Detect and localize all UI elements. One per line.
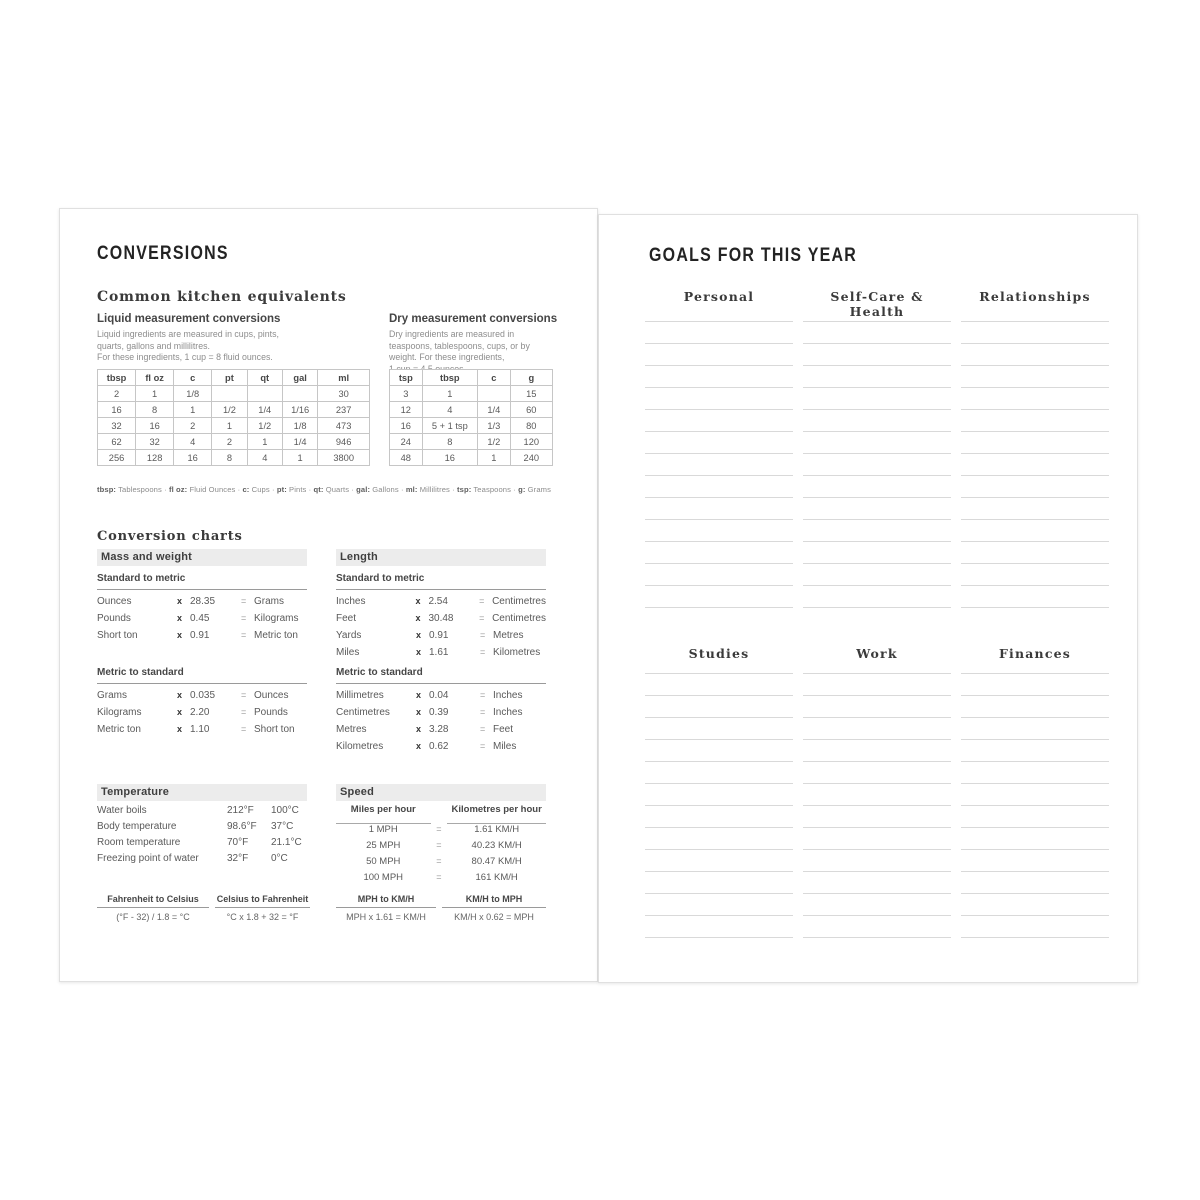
ruled-line — [645, 432, 793, 454]
measurement-table — [97, 369, 370, 466]
ruled-line — [645, 300, 793, 322]
table-cell: 60 — [510, 402, 552, 418]
celsius-to-fahrenheit: Celsius to Fahrenheit °C x 1.8 + 32 = °F — [216, 894, 309, 922]
table-cell: 1/4 — [282, 434, 317, 450]
table-header-cell: tbsp — [98, 370, 136, 386]
table-header-cell: c — [478, 370, 511, 386]
speed-formulas — [336, 894, 546, 922]
mph-to-kmh: MPH to KM/H MPH x 1.61 = KM/H — [336, 894, 436, 922]
ruled-line — [961, 740, 1109, 762]
table-row — [98, 386, 370, 402]
liquid-title: Liquid measurement conversions — [97, 313, 281, 325]
speed-bar: Speed — [336, 784, 546, 801]
goal-column-selfcare-health: Self-Care & Health — [803, 289, 951, 319]
measurement-table — [389, 369, 553, 466]
ruled-line — [803, 872, 951, 894]
table-cell: 16 — [136, 418, 174, 434]
table-cell: 16 — [174, 450, 212, 466]
table-cell: 32 — [136, 434, 174, 450]
ruled-line — [645, 586, 793, 608]
description-line: Liquid ingredients are measured in cups, pints, — [97, 329, 279, 339]
ruled-line — [803, 784, 951, 806]
conversion-row: Grams x 0.035 = Ounces — [97, 690, 289, 701]
ruled-line — [803, 388, 951, 410]
ruled-line — [645, 366, 793, 388]
ruled-line — [645, 916, 793, 938]
ruled-line — [803, 564, 951, 586]
ruled-line — [803, 476, 951, 498]
ruled-line — [961, 850, 1109, 872]
speed-rows — [336, 824, 546, 888]
table-row — [390, 418, 553, 434]
ruled-line — [961, 300, 1109, 322]
goal-column-finances: Finances — [961, 646, 1109, 661]
temperature-formulas — [97, 894, 310, 922]
ruled-line — [645, 542, 793, 564]
table-cell: 15 — [510, 386, 552, 402]
speed-row: 1 MPH = 1.61 KM/H — [368, 824, 520, 835]
conversion-row: Inches x 2.54 = Centimetres — [336, 596, 546, 607]
ruled-line — [961, 916, 1109, 938]
fahrenheit-to-celsius: Fahrenheit to Celsius (°F - 32) / 1.8 = °C — [97, 894, 209, 922]
ruled-line — [803, 740, 951, 762]
table-cell: 2 — [174, 418, 212, 434]
liquid-description — [97, 329, 377, 364]
page-title-goals: GOALS FOR THIS YEAR — [649, 245, 858, 266]
table-cell — [212, 386, 247, 402]
table-cell: 16 — [98, 402, 136, 418]
mass-metric-header: Metric to standard — [97, 667, 307, 684]
table-cell: 5 + 1 tsp — [422, 418, 477, 434]
ruled-line — [961, 784, 1109, 806]
table-cell: 1/2 — [478, 434, 511, 450]
mass-metric-rows — [97, 690, 307, 741]
speed-row: 100 MPH = 161 KM/H — [363, 872, 518, 883]
ruled-line — [645, 740, 793, 762]
length-std-header: Standard to metric — [336, 573, 546, 590]
goal-column-relationships: Relationships — [961, 289, 1109, 319]
ruled-line — [645, 828, 793, 850]
ruled-line — [645, 762, 793, 784]
temperature-row: Room temperature 70°F 21.1°C — [97, 837, 302, 848]
table-row — [98, 402, 370, 418]
ruled-line — [961, 410, 1109, 432]
speed-row: 50 MPH = 80.47 KM/H — [366, 856, 522, 867]
table-cell: 1 — [422, 386, 477, 402]
page-title-conversions: CONVERSIONS — [97, 243, 229, 264]
ruled-line — [803, 432, 951, 454]
table-row — [390, 386, 553, 402]
goals-section-bottom — [645, 646, 1109, 661]
table-cell: 8 — [422, 434, 477, 450]
table-cell: 1 — [136, 386, 174, 402]
goal-column-work: Work — [803, 646, 951, 661]
table-cell: 946 — [318, 434, 370, 450]
speed-table-header: Miles per hour Kilometres per hour — [336, 804, 546, 824]
temperature-bar: Temperature — [97, 784, 307, 801]
ruled-line — [961, 520, 1109, 542]
mass-weight-bar: Mass and weight — [97, 549, 307, 566]
description-line: teaspoons, tablespoons, cups, or by — [389, 340, 530, 351]
temperature-rows — [97, 805, 307, 869]
goal-column-studies: Studies — [645, 646, 793, 661]
ruled-line — [803, 916, 951, 938]
table-cell: 2 — [212, 434, 247, 450]
ruled-line — [961, 388, 1109, 410]
conversions-page — [59, 208, 598, 982]
temperature-row: Freezing point of water 32°F 0°C — [97, 853, 288, 864]
ruled-line — [961, 872, 1109, 894]
table-cell: 16 — [422, 450, 477, 466]
goal-column-personal: Personal — [645, 289, 793, 319]
goals-page — [598, 214, 1138, 983]
description-line: For these ingredients, 1 cup = 8 fluid ounces. — [97, 352, 273, 362]
ruled-line — [803, 806, 951, 828]
table-header-cell: g — [510, 370, 552, 386]
table-header-cell: tsp — [390, 370, 423, 386]
ruled-line — [803, 696, 951, 718]
liquid-conversions-intro — [97, 313, 377, 364]
ruled-line — [645, 322, 793, 344]
table-cell: 120 — [510, 434, 552, 450]
table-cell: 16 — [390, 418, 423, 434]
ruled-line — [803, 762, 951, 784]
table-cell: 3800 — [318, 450, 370, 466]
table-cell: 1/2 — [247, 418, 282, 434]
description-line: Dry ingredients are measured in — [389, 329, 515, 339]
ruled-line — [961, 806, 1109, 828]
table-cell: 1 — [282, 450, 317, 466]
speed-table — [336, 804, 546, 888]
table-row — [390, 402, 553, 418]
dry-conversion-table — [389, 369, 553, 466]
table-cell: 1/16 — [282, 402, 317, 418]
temperature-row: Body temperature 98.6°F 37°C — [97, 821, 294, 832]
ruled-line — [803, 498, 951, 520]
chart-column-length-speed — [336, 549, 546, 969]
table-cell: 4 — [422, 402, 477, 418]
dry-title: Dry measurement conversions — [389, 313, 558, 325]
table-header-cell: fl oz — [136, 370, 174, 386]
table-cell: 256 — [98, 450, 136, 466]
table-cell: 32 — [98, 418, 136, 434]
ruled-line — [803, 520, 951, 542]
table-cell: 4 — [247, 450, 282, 466]
table-cell: 473 — [318, 418, 370, 434]
table-cell: 1/4 — [478, 402, 511, 418]
conversion-row: Kilograms x 2.20 = Pounds — [97, 707, 288, 718]
ruled-line — [803, 300, 951, 322]
table-cell: 1/4 — [247, 402, 282, 418]
table-cell: 1 — [478, 450, 511, 466]
length-metric-rows — [336, 690, 546, 758]
conversion-row: Feet x 30.48 = Centimetres — [336, 613, 546, 624]
table-cell: 8 — [212, 450, 247, 466]
table-cell: 1 — [247, 434, 282, 450]
table-cell: 1 — [212, 418, 247, 434]
ruled-line — [803, 718, 951, 740]
ruled-line — [645, 652, 793, 674]
ruled-line — [961, 476, 1109, 498]
table-cell: 8 — [136, 402, 174, 418]
goals-section-top — [645, 289, 1109, 319]
table-cell: 1 — [174, 402, 212, 418]
table-cell: 1/3 — [478, 418, 511, 434]
ruled-line — [803, 322, 951, 344]
ruled-line — [803, 410, 951, 432]
ruled-line — [645, 476, 793, 498]
ruled-line — [645, 454, 793, 476]
table-cell: 4 — [174, 434, 212, 450]
mass-std-rows — [97, 596, 307, 647]
table-cell — [247, 386, 282, 402]
ruled-line — [645, 388, 793, 410]
table-header-cell: gal — [282, 370, 317, 386]
table-cell: 1/8 — [282, 418, 317, 434]
ruled-line — [803, 674, 951, 696]
conversion-row: Kilometres x 0.62 = Miles — [336, 741, 517, 752]
ruled-line — [803, 344, 951, 366]
ruled-line — [961, 718, 1109, 740]
ruled-line — [961, 344, 1109, 366]
ruled-line — [803, 586, 951, 608]
ruled-line — [961, 762, 1109, 784]
ruled-line — [961, 696, 1109, 718]
ruled-line — [645, 344, 793, 366]
ruled-line — [645, 498, 793, 520]
ruled-line — [961, 366, 1109, 388]
conversion-charts-title: Conversion charts — [97, 529, 243, 544]
table-cell: 30 — [318, 386, 370, 402]
conversion-row: Pounds x 0.45 = Kilograms — [97, 613, 299, 624]
table-cell — [282, 386, 317, 402]
table-cell: 1/2 — [212, 402, 247, 418]
ruled-line — [961, 674, 1109, 696]
table-cell: 3 — [390, 386, 423, 402]
ruled-line — [961, 542, 1109, 564]
table-cell: 237 — [318, 402, 370, 418]
ruled-line — [961, 498, 1109, 520]
speed-row: 25 MPH = 40.23 KM/H — [366, 840, 522, 851]
length-metric-header: Metric to standard — [336, 667, 546, 684]
table-row — [98, 434, 370, 450]
ruled-line — [803, 454, 951, 476]
conversion-row: Metres x 3.28 = Feet — [336, 724, 514, 735]
ruled-line — [803, 894, 951, 916]
ruled-line — [645, 872, 793, 894]
conversion-row: Miles x 1.61 = Kilometres — [336, 647, 541, 658]
table-cell: 240 — [510, 450, 552, 466]
ruled-line — [961, 564, 1109, 586]
table-cell: 80 — [510, 418, 552, 434]
table-row — [390, 450, 553, 466]
kmh-to-mph: KM/H to MPH KM/H x 0.62 = MPH — [442, 894, 546, 922]
ruled-line — [803, 652, 951, 674]
table-header-cell: c — [174, 370, 212, 386]
table-cell: 2 — [98, 386, 136, 402]
table-header-cell: tbsp — [422, 370, 477, 386]
ruled-line — [961, 894, 1109, 916]
ruled-line — [645, 674, 793, 696]
conversion-row: Ounces x 28.35 = Grams — [97, 596, 284, 607]
ruled-line — [645, 718, 793, 740]
length-std-rows — [336, 596, 546, 664]
ruled-line — [645, 696, 793, 718]
ruled-line — [961, 652, 1109, 674]
ruled-line — [645, 520, 793, 542]
description-line: weight. For these ingredients, — [389, 352, 505, 362]
ruled-line — [961, 828, 1109, 850]
table-cell: 1/8 — [174, 386, 212, 402]
ruled-line — [645, 806, 793, 828]
ruled-line — [961, 432, 1109, 454]
conversion-row: Metric ton x 1.10 = Short ton — [97, 724, 295, 735]
table-cell: 24 — [390, 434, 423, 450]
temperature-row: Water boils 212°F 100°C — [97, 805, 299, 816]
table-cell: 48 — [390, 450, 423, 466]
table-header-cell: qt — [247, 370, 282, 386]
ruled-line — [645, 564, 793, 586]
length-bar: Length — [336, 549, 546, 566]
ruled-line — [645, 784, 793, 806]
mass-std-header: Standard to metric — [97, 573, 307, 590]
ruled-line — [803, 850, 951, 872]
table-cell: 12 — [390, 402, 423, 418]
abbreviation-footnote: tbsp: Tablespoons · fl oz: Fluid Ounces · c: Cups · pt: Pints · qt: Quarts · gal: Gallons · ml: Millilitres · tsp: Teaspoons · g: Grams — [97, 485, 551, 494]
ruled-line — [803, 366, 951, 388]
ruled-line — [961, 322, 1109, 344]
ruled-line — [803, 542, 951, 564]
ruled-line — [645, 410, 793, 432]
table-row — [98, 450, 370, 466]
ruled-line — [645, 894, 793, 916]
ruled-line — [645, 850, 793, 872]
description-line: quarts, gallons and millilitres. — [97, 340, 210, 351]
kitchen-equivalents-title: Common kitchen equivalents — [97, 289, 347, 305]
table-cell — [478, 386, 511, 402]
ruled-line — [803, 828, 951, 850]
table-header-cell: ml — [318, 370, 370, 386]
dry-conversions-intro — [389, 313, 574, 375]
conversion-row: Millimetres x 0.04 = Inches — [336, 690, 523, 701]
liquid-conversion-table — [97, 369, 370, 466]
conversion-row: Short ton x 0.91 = Metric ton — [97, 630, 298, 641]
table-cell: 62 — [98, 434, 136, 450]
conversion-row: Yards x 0.91 = Metres — [336, 630, 524, 641]
conversion-row: Centimetres x 0.39 = Inches — [336, 707, 523, 718]
table-cell: 128 — [136, 450, 174, 466]
table-header-cell: pt — [212, 370, 247, 386]
chart-column-mass-temperature — [97, 549, 307, 969]
ruled-line — [961, 454, 1109, 476]
table-row — [390, 434, 553, 450]
ruled-line — [961, 586, 1109, 608]
table-row — [98, 418, 370, 434]
